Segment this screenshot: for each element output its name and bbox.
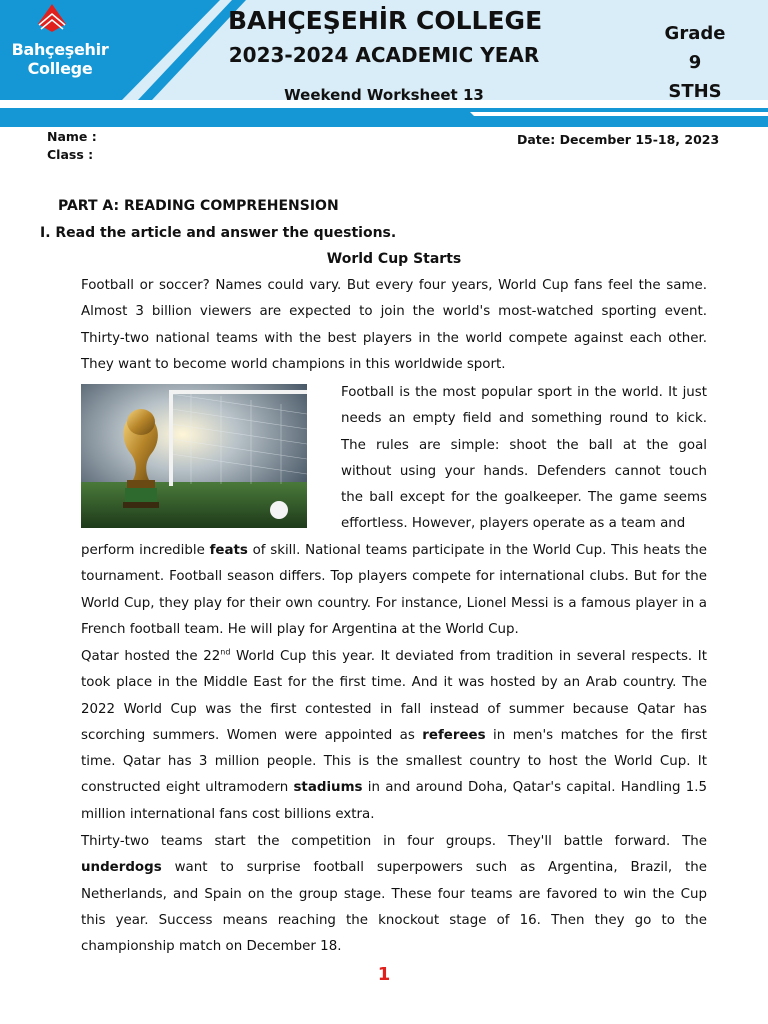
- logo-text-line2: College: [27, 59, 93, 78]
- instruction-text: I. Read the article and answer the questions.: [40, 225, 397, 241]
- text-run: want to surprise football superpowers such as Argentina, Brazil, the Netherlands, and Spain on the group stage. These four teams are favored to win the Cup this year. Success means reaching the knockout stage of 16. Then they go to the championship match on December 18.: [81, 860, 707, 955]
- vocab-feats: feats: [209, 543, 248, 558]
- class-field-label: Class :: [47, 147, 94, 162]
- logo-text-line1: Bahçeşehir: [11, 40, 109, 59]
- ordinal-suffix: nd: [220, 647, 231, 657]
- vocab-underdogs: underdogs: [81, 860, 162, 876]
- page-number: 1: [377, 964, 391, 985]
- vocab-stadiums: stadiums: [293, 780, 363, 796]
- text-run: Thirty-two teams start the competition in four groups. They'll battle forward. The: [81, 834, 707, 849]
- grade-program: STHS: [668, 81, 722, 102]
- vocab-referees: referees: [422, 727, 486, 743]
- worksheet-header: [0, 0, 768, 128]
- article-paragraph-2-wrap: Football is the most popular sport in the world. It just needs an empty field and something round to kick. The rules are simple: shoot the ball at the goal without using your hands. Defenders cannot touch the ball except for the goalkeeper. The game seems effortless. However, players operate as a team and: [341, 385, 707, 532]
- article-paragraph-2: [81, 538, 707, 643]
- text-run: perform incredible: [81, 543, 210, 558]
- article-paragraph-3: [81, 644, 707, 828]
- text-run: in men's matches for the first time. Qatar has 3 million people. This is the smallest country to host the World Cup. It constructed eight ultramodern: [81, 727, 707, 796]
- grade-value: 9: [688, 52, 702, 73]
- worksheet-title: Weekend Worksheet 13: [284, 86, 484, 104]
- text-run: of skill. National teams participate in the World Cup. This heats the tournament. Football season differs. Top players compete for international clubs. But for the World Cup, they play for their own country. For instance, Lionel Messi is a famous player in a French football team. He will play for Argentina at the World Cup.: [81, 543, 707, 637]
- world-cup-trophy-image: [81, 384, 307, 528]
- article-title: World Cup Starts: [326, 251, 462, 267]
- text-run: World Cup this year. It deviated from tradition in several respects. It took place in the Middle East for the first time. And it was hosted by an Arab country. The 2022 World Cup was the first contested in fall instead of summer because Qatar has scorching summers. Women were appointed as: [81, 649, 708, 743]
- part-heading: PART A: READING COMPREHENSION: [58, 198, 339, 214]
- school-name: BAHÇEŞEHİR COLLEGE: [228, 6, 543, 35]
- article-paragraph-4: [81, 829, 707, 960]
- text-run: in and around Doha, Qatar's capital. Handling 1.5 million international fans cost billions extra.: [81, 780, 707, 822]
- school-logo: [10, 40, 110, 78]
- worksheet-date: Date: December 15-18, 2023: [517, 132, 720, 147]
- academic-year: 2023-2024 ACADEMIC YEAR: [228, 43, 540, 67]
- text-run: Qatar hosted the 22: [81, 649, 221, 664]
- article-paragraph-1: Football or soccer? Names could vary. But every four years, World Cup fans feel the same. Almost 3 billion viewers are expected to join the world's most-watched sporting event. Thirty-two national teams with the best players in the world compete against each other. They want to become world champions in this worldwide sport.: [81, 278, 707, 372]
- name-field-label: Name :: [47, 129, 97, 144]
- grade-label: Grade: [664, 23, 726, 44]
